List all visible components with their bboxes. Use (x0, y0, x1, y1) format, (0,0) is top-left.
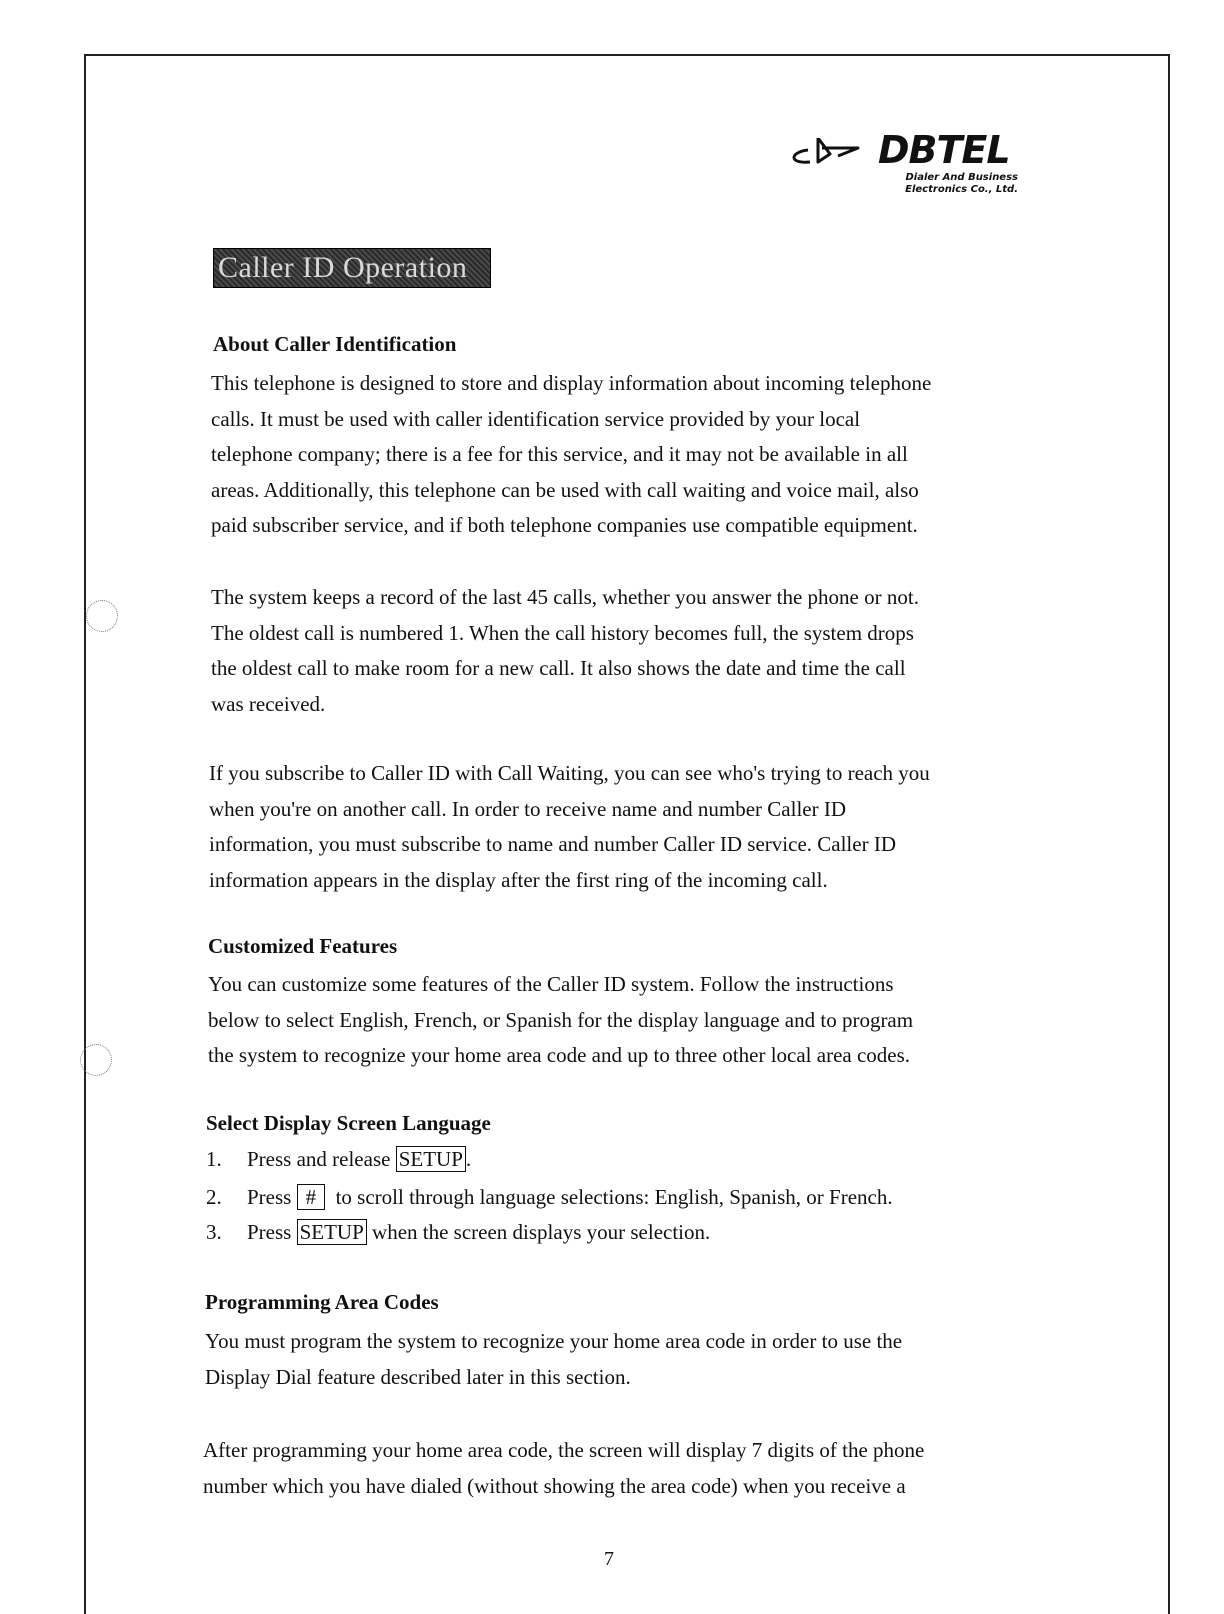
text-line: calls. It must be used with caller identification service provided by your local (211, 406, 861, 431)
area-codes-paragraph-2 (203, 1433, 924, 1504)
text-line: was received. (211, 691, 326, 716)
step-text: to scroll through language selections: English, Spanish, or French. (325, 1185, 893, 1209)
text-line: information appears in the display after the first ring of the incoming call. (209, 867, 828, 892)
about-paragraph-1 (211, 366, 931, 544)
text-line: below to select English, French, or Spanish for the display language and to program (208, 1007, 914, 1032)
punch-hole-mark (80, 1044, 112, 1076)
language-step (206, 1215, 710, 1250)
text-line: information, you must subscribe to name and number Caller ID service. Caller ID (209, 832, 896, 856)
logo-tagline-line: Dialer And Business (905, 172, 1018, 183)
pound-key-label: # (297, 1184, 326, 1210)
text-line: Display Dial feature described later in this section. (205, 1364, 631, 1389)
text-line: After programming your home area code, the screen will display 7 digits of the phone (203, 1438, 925, 1462)
logo-tagline-line: Electronics Co., Ltd. (905, 184, 1018, 195)
text-line: The oldest call is numbered 1. When the call history becomes full, the system drops (211, 620, 914, 645)
step-number: 2. (206, 1185, 222, 1209)
about-heading: About Caller Identification (213, 332, 457, 356)
text-line: paid subscriber service, and if both telephone companies use compatible equipment. (211, 513, 918, 537)
step-text: Press (247, 1185, 297, 1209)
logo-brand-name: DBTEL (878, 128, 1010, 172)
page-number: 7 (604, 1548, 614, 1570)
text-line: number which you have dialed (without showing the area code) when you receive a (203, 1473, 906, 1498)
step-number: 1. (206, 1147, 222, 1171)
step-text: Press and release (247, 1147, 396, 1171)
area-codes-heading: Programming Area Codes (205, 1290, 439, 1314)
punch-hole-mark (86, 600, 118, 632)
step-text: . (465, 1147, 472, 1171)
about-paragraph-3 (209, 756, 930, 898)
logo-tagline (878, 172, 1018, 196)
step-text: when the screen displays your selection. (366, 1220, 711, 1244)
language-step (206, 1180, 893, 1215)
text-line: If you subscribe to Caller ID with Call Waiting, you can see who's trying to reach you (209, 761, 930, 785)
company-logo (786, 128, 1026, 202)
customized-paragraph (208, 967, 913, 1074)
language-heading: Select Display Screen Language (206, 1111, 491, 1135)
area-codes-paragraph-1 (205, 1324, 902, 1395)
text-line: the oldest call to make room for a new call. It also shows the date and time the call (211, 656, 906, 680)
dbtel-logo-icon (786, 138, 860, 172)
about-paragraph-2 (211, 580, 919, 722)
customized-heading: Customized Features (208, 934, 398, 958)
language-step (206, 1142, 471, 1177)
text-line: This telephone is designed to store and display information about incoming telephone (211, 371, 932, 395)
setup-key-label: SETUP (297, 1219, 367, 1245)
text-line: You can customize some features of the Caller ID system. Follow the instructions (208, 972, 894, 996)
text-line: telephone company; there is a fee for this service, and it may not be available in all (211, 442, 908, 466)
step-text: Press (247, 1220, 297, 1244)
text-line: The system keeps a record of the last 45 calls, whether you answer the phone or not. (211, 585, 919, 609)
step-number: 3. (206, 1220, 222, 1244)
text-line: You must program the system to recognize your home area code in order to use the (205, 1329, 903, 1353)
text-line: when you're on another call. In order to receive name and number Caller ID (209, 796, 847, 821)
setup-key-label: SETUP (396, 1146, 466, 1172)
section-title-banner: Caller ID Operation (213, 248, 491, 288)
text-line: areas. Additionally, this telephone can be used with call waiting and voice mail, also (211, 477, 919, 502)
text-line: the system to recognize your home area code and up to three other local area codes. (208, 1043, 911, 1067)
